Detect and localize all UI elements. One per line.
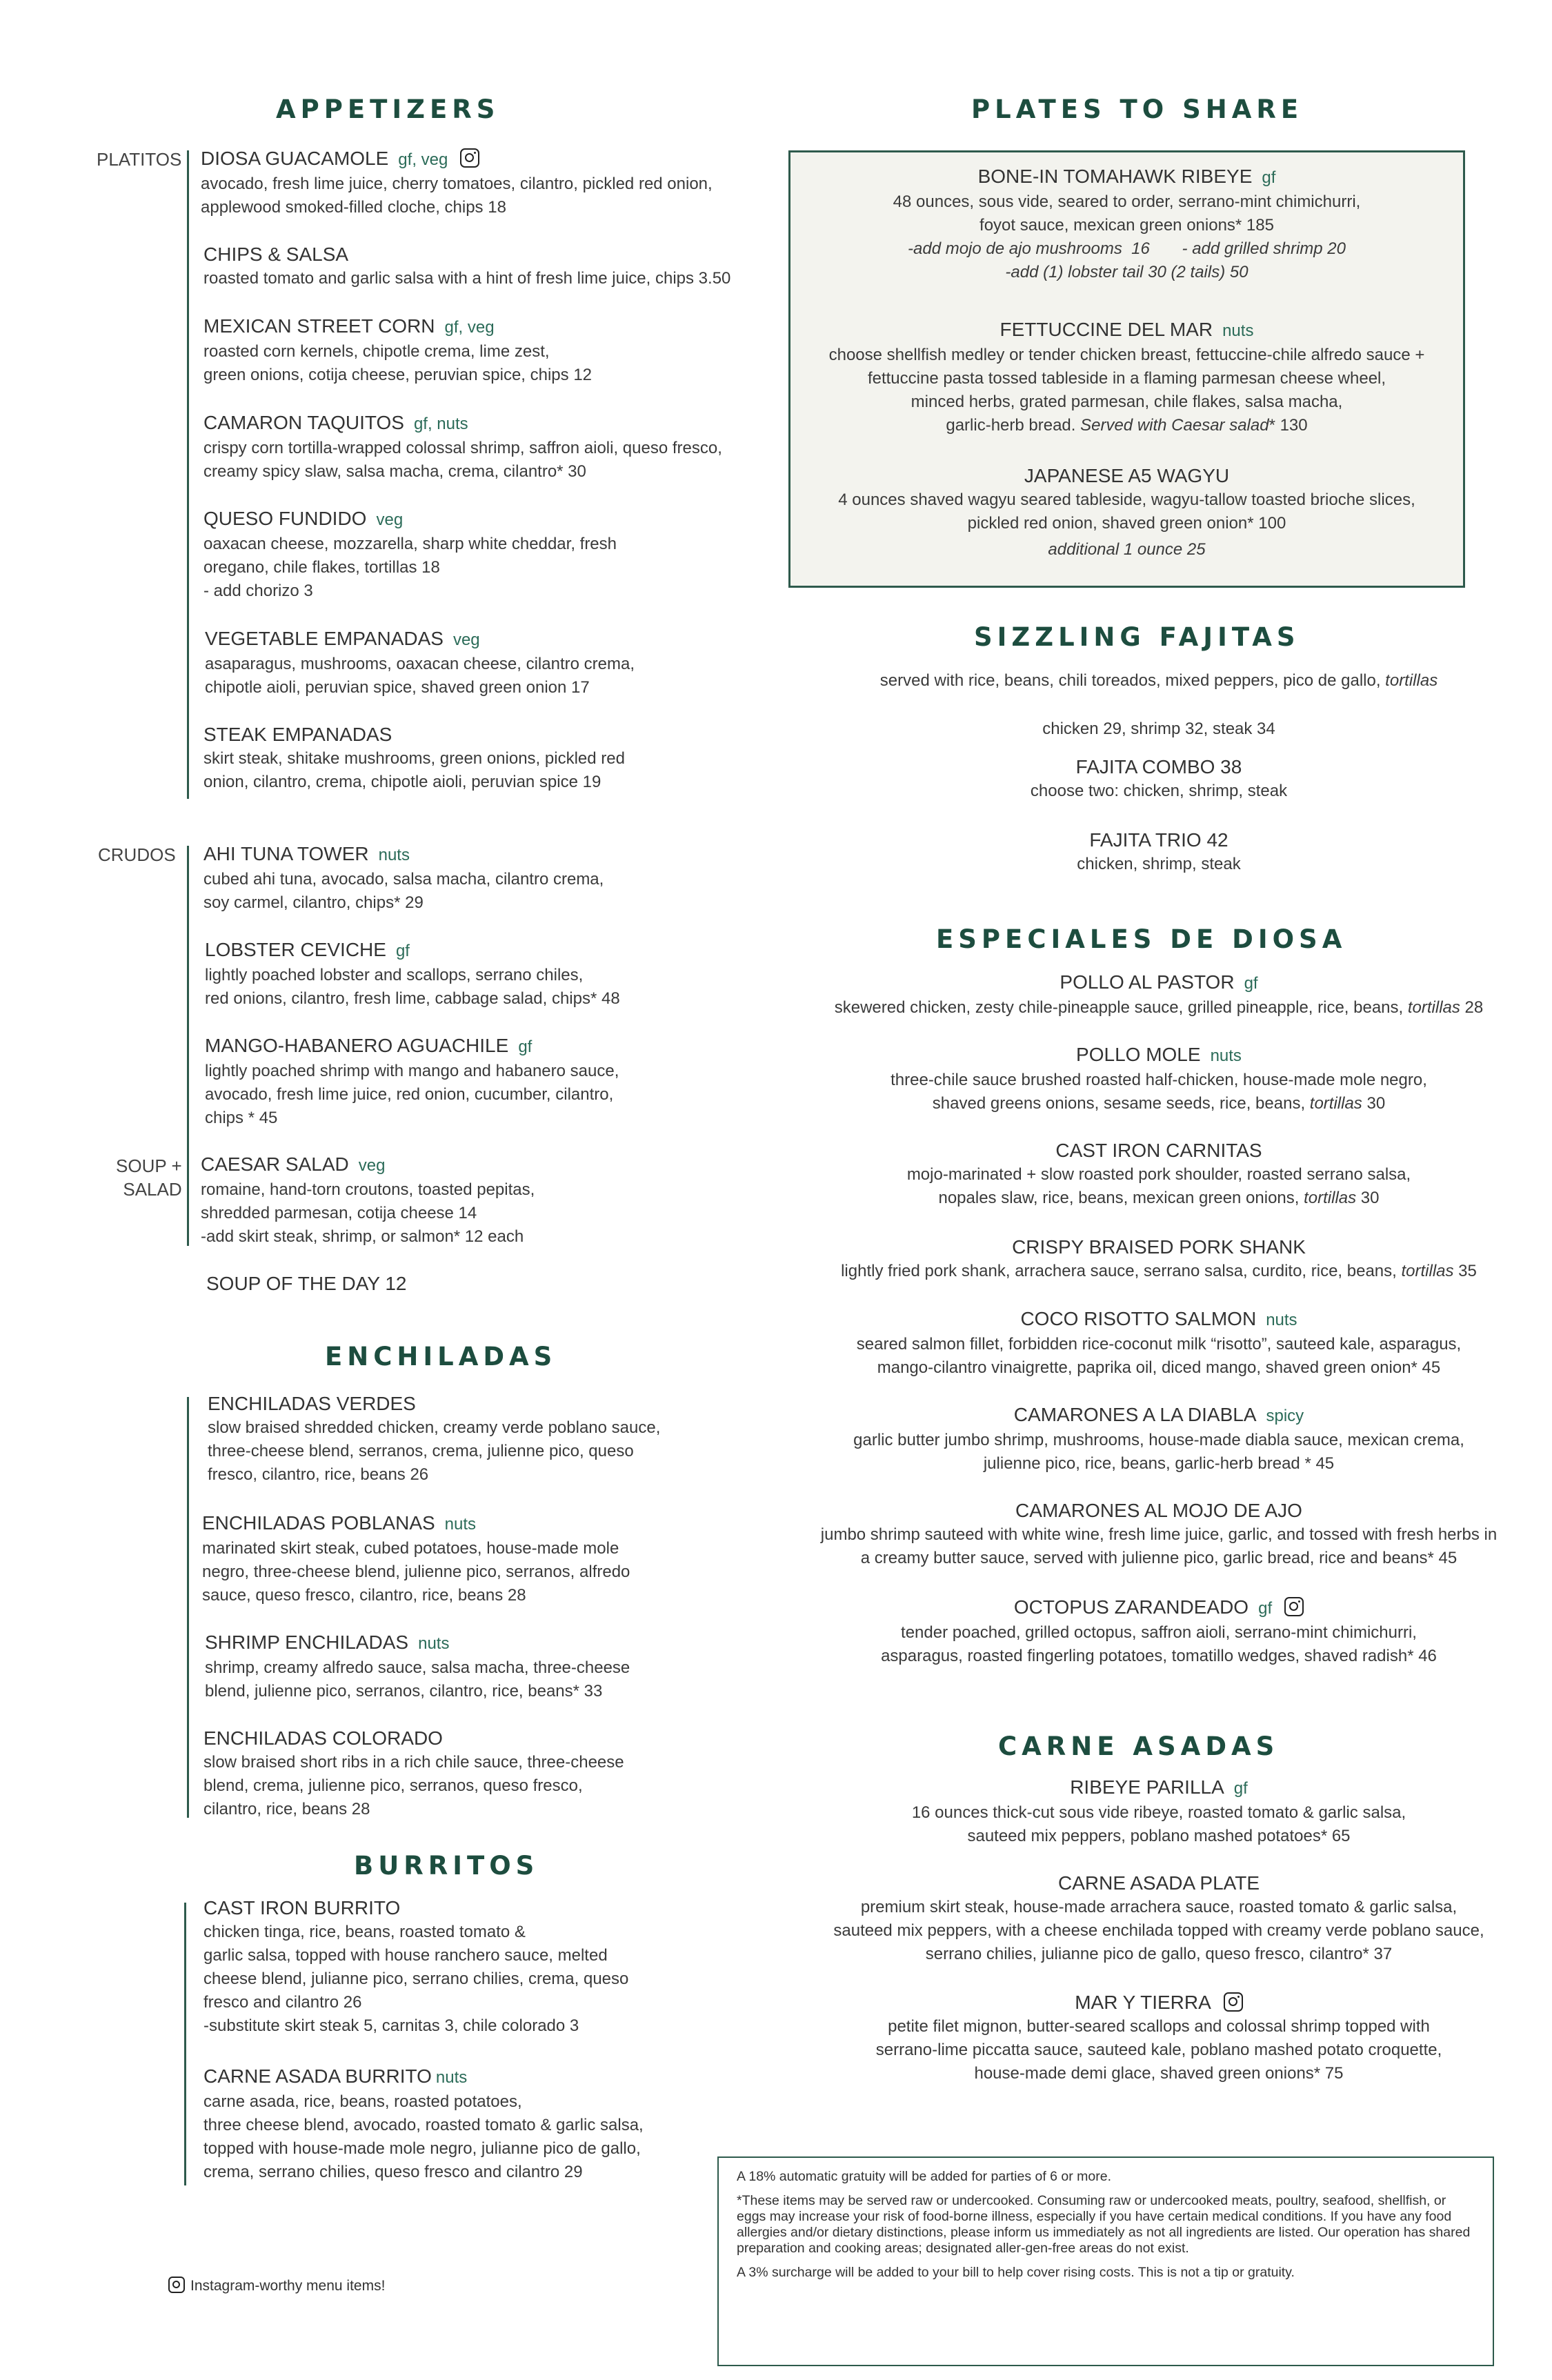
instagram-icon — [1284, 1597, 1304, 1616]
appetizers-title: APPETIZERS — [276, 95, 500, 124]
menu-item: RIBEYE PARILLA gf 16 ounces thick-cut sous vide ribeye, roasted tomato & garlic salsa, sauteed mix peppers, poblano mashed potatoes* 65 — [911, 1776, 1406, 1845]
instagram-icon — [1224, 1992, 1243, 2012]
platitos-label: PLATITOS — [97, 149, 182, 170]
surcharge-note: A 3% surcharge will be added to your bill to help cover rising costs. This is not a tip or gratuity. — [737, 2265, 1295, 2280]
fajitas-title: SIZZLING FAJITAS — [974, 622, 1300, 652]
enchiladas-line — [187, 1397, 189, 1818]
legal-notice-box — [717, 2156, 1494, 2366]
menu-item: POLLO AL PASTOR gf skewered chicken, zesty chile-pineapple sauce, grilled pineapple, rice, beans, tortillas 28 — [834, 971, 1484, 1017]
menu-item-japanese-a5-wagyu: JAPANESE A5 WAGYU 4 ounces shaved wagyu seared tableside, wagyu-tallow toasted brioche slices, pickled red onion, shaved green onion* 100 additional 1 ounce 25 — [838, 465, 1415, 559]
menu-item-tomahawk-ribeye: BONE-IN TOMAHAWK RIBEYE gf 48 ounces, sous vide, seared to order, serrano-mint chimichurri, foyot sauce, mexican green onions* 185 -add mojo de ajo mushrooms 16 - add grilled shrimp 20 -add (1) lobster tail 30 (2 tails) 50 — [893, 166, 1361, 281]
menu-item: MAR Y TIERRA petite filet mignon, butter-seared scallops and colossal shrimp topped with serrano-lime piccatta sauce, sauteed kale, poblano mashed potato croquette, house-made demi glace, shaved green onions* 75 — [875, 1992, 1442, 2083]
enchiladas-title: ENCHILADAS — [325, 1342, 557, 1371]
raw-food-warning: *These items may be served raw or undercooked. Consuming raw or undercooked meats, poultry, seafood, shellfish, or eggs may increase your risk of food-borne illness, especially if you have certain medical conditions. If you have any food allergies and/or dietary distinctions, please inform us immediately as not all ingredients are listed. Our operation has shared preparation and cooking areas; designated aller-gen-free areas do not exist. — [737, 2193, 1471, 2256]
menu-item-fettuccine-del-mar: FETTUCCINE DEL MAR nuts choose shellfish medley or tender chicken breast, fettuccine-chile alfredo sauce + fettuccine pasta tossed tableside in a flaming parmesan cheese wheel, minced herbs, grated parmesan, chile flakes, salsa macha, garlic-herb bread. Served with Caesar salad* 130 — [828, 319, 1425, 435]
platitos-line — [187, 150, 189, 799]
crudos-label: CRUDOS — [98, 844, 176, 865]
gratuity-note: A 18% automatic gratuity will be added for parties of 6 or more. — [737, 2169, 1112, 2184]
menu-item-mexican-street-corn: MEXICAN STREET CORN gf, veg roasted corn kernels, chipotle crema, lime zest, green onions, cotija cheese, peruvian spice, chips 12 — [203, 315, 593, 384]
menu-item-queso-fundido: QUESO FUNDIDO veg oaxacan cheese, mozzarella, sharp white cheddar, fresh oregano, chile flakes, tortillas 18 - add chorizo 3 — [203, 508, 617, 600]
instagram-icon — [460, 148, 479, 168]
menu-item-chips-salsa: CHIPS & SALSA roasted tomato and garlic salsa with a hint of fresh lime juice, chips 3.50 — [203, 244, 731, 288]
menu-item: OCTOPUS ZARANDEADO gf tender poached, grilled octopus, saffron aioli, serrano-mint chimichurri, asparagus, roasted fingerling potatoes, tomatillo wedges, shaved radish* 46 — [881, 1596, 1437, 1665]
burritos-title: BURRITOS — [354, 1851, 539, 1881]
menu-item-soup-of-the-day: SOUP OF THE DAY 12 — [206, 1273, 407, 1294]
carne-asadas-title: CARNE ASADAS — [998, 1732, 1280, 1761]
menu-item-steak-empanadas: STEAK EMPANADAS skirt steak, shitake mushrooms, green onions, pickled red onion, cilantro, crema, chipotle aioli, peruvian spice 19 — [203, 724, 625, 791]
menu-item: CAMARONES AL MOJO DE AJO jumbo shrimp sauteed with white wine, fresh lime juice, garlic, and tossed with fresh herbs in a creamy butter sauce, served with julienne pico, garlic bread, rice and beans* 45 — [820, 1500, 1498, 1567]
instagram-icon — [168, 2277, 185, 2293]
menu-item-carne-asada-burrito: CARNE ASADA BURRITO nuts carne asada, rice, beans, roasted potatoes, three cheese blend, avocado, roasted tomato & garlic salsa, topped with house-made mole negro, julianne pico de gallo, crema, serrano chilies, queso fresco and cilantro 29 — [203, 2065, 644, 2181]
menu-item-cast-iron-burrito: CAST IRON BURRITO chicken tinga, rice, beans, roasted tomato & garlic salsa, topped with house ranchero sauce, melted cheese blend, julianne pico, serrano chilies, crema, queso fresco and cilantro 26 -substitute skirt steak 5, carnitas 3, chile colorado 3 — [203, 1897, 629, 2035]
menu-item-caesar-salad: CAESAR SALAD veg romaine, hand-torn croutons, toasted pepitas, shredded parmesan, cotija cheese 14 -add skirt steak, shrimp, or salmon* 12 each — [201, 1153, 535, 1246]
menu-item: CAST IRON CARNITAS mojo-marinated + slow roasted pork shoulder, roasted serrano salsa, nopales slaw, rice, beans, mexican green onions, tortillas 30 — [906, 1140, 1411, 1207]
menu-item-diosa-guacamole: DIOSA GUACAMOLE gf, veg avocado, fresh lime juice, cherry tomatoes, cilantro, pickled red onion, applewood smoked-filled cloche, chips 18 — [201, 148, 713, 217]
menu-item-shrimp-enchiladas: SHRIMP ENCHILADAS nuts shrimp, creamy alfredo sauce, salsa macha, three-cheese blend, julienne pico, serranos, cilantro, rice, beans* 33 — [205, 1632, 630, 1700]
fajitas-block: served with rice, beans, chili toreados, mixed peppers, pico de gallo, tortillas chicken 29, shrimp 32, steak 34 FAJITA COMBO 38 choose two: chicken, shrimp, steak FAJITA TRIO 42 chicken, shrimp, steak — [879, 671, 1438, 873]
menu-item-lobster-ceviche: LOBSTER CEVICHE gf lightly poached lobster and scallops, serrano chiles, red onions, cilantro, fresh lime, cabbage salad, chips* 48 — [205, 939, 620, 1008]
menu-item: CARNE ASADA PLATE premium skirt steak, house-made arrachera sauce, roasted tomato & garlic salsa, sauteed mix peppers, with a cheese enchilada topped with creamy verde poblano sauce, serrano chilies, julianne pico de gallo, queso fresco, cilantro* 37 — [833, 1872, 1484, 1963]
menu-item-ahi-tuna-tower: AHI TUNA TOWER nuts cubed ahi tuna, avocado, salsa macha, cilantro crema, soy carmel, cilantro, chips* 29 — [203, 843, 604, 912]
crudos-line — [187, 846, 189, 1163]
menu-item: COCO RISOTTO SALMON nuts seared salmon fillet, forbidden rice-coconut milk “risotto”, sauteed kale, asparagus, mango-cilantro vinaigrette, paprika oil, diced mango, shaved green onion* 45 — [856, 1308, 1462, 1377]
plates-to-share-title: PLATES TO SHARE — [971, 95, 1304, 124]
soup-salad-label: SOUP + SALAD — [116, 1156, 182, 1200]
menu-item: CAMARONES A LA DIABLA spicy garlic butter jumbo shrimp, mushrooms, house-made diabla sauce, mexican crema, julienne pico, rice, beans, garlic-herb bread * 45 — [853, 1404, 1464, 1473]
especiales-title: ESPECIALES DE DIOSA — [936, 924, 1347, 954]
instagram-note: Instagram-worthy menu items! — [168, 2278, 385, 2294]
menu-item-camaron-taquitos: CAMARON TAQUITOS gf, nuts crispy corn tortilla-wrapped colossal shrimp, saffron aioli, queso fresco, creamy spicy slaw, salsa macha, crema, cilantro* 30 — [203, 412, 722, 481]
menu-item-mango-habanero-aguachile: MANGO-HABANERO AGUACHILE gf lightly poached shrimp with mango and habanero sauce, avocado, fresh lime juice, red onion, cucumber, cilantro, chips * 45 — [205, 1035, 619, 1127]
menu-item-vegetable-empanadas: VEGETABLE EMPANADAS veg asaparagus, mushrooms, oaxacan cheese, cilantro crema, chipotle aioli, peruvian spice, shaved green onion 17 — [205, 628, 635, 697]
menu-item-enchiladas-verdes: ENCHILADAS VERDES slow braised shredded chicken, creamy verde poblano sauce, three-cheese blend, serranos, crema, julienne pico, queso fresco, cilantro, rice, beans 26 — [208, 1393, 661, 1484]
soup-salad-line — [187, 1156, 189, 1246]
burritos-line — [184, 1903, 186, 2185]
menu-item-enchiladas-poblanas: ENCHILADAS POBLANAS nuts marinated skirt steak, cubed potatoes, house-made mole negro, three-cheese blend, julienne pico, serranos, alfredo sauce, queso fresco, cilantro, rice, beans 28 — [202, 1512, 630, 1605]
menu-item-enchiladas-colorado: ENCHILADAS COLORADO slow braised short ribs in a rich chile sauce, three-cheese blend, crema, julienne pico, serranos, queso fresco, cilantro, rice, beans 28 — [203, 1727, 624, 1818]
menu-item: CRISPY BRAISED PORK SHANK lightly fried pork shank, arrachera sauce, serrano salsa, curdito, rice, beans, tortillas 35 — [841, 1236, 1477, 1280]
menu-item: POLLO MOLE nuts three-chile sauce brushed roasted half-chicken, house-made mole negro, shaved greens onions, sesame seeds, rice, beans, tortillas 30 — [891, 1044, 1427, 1113]
